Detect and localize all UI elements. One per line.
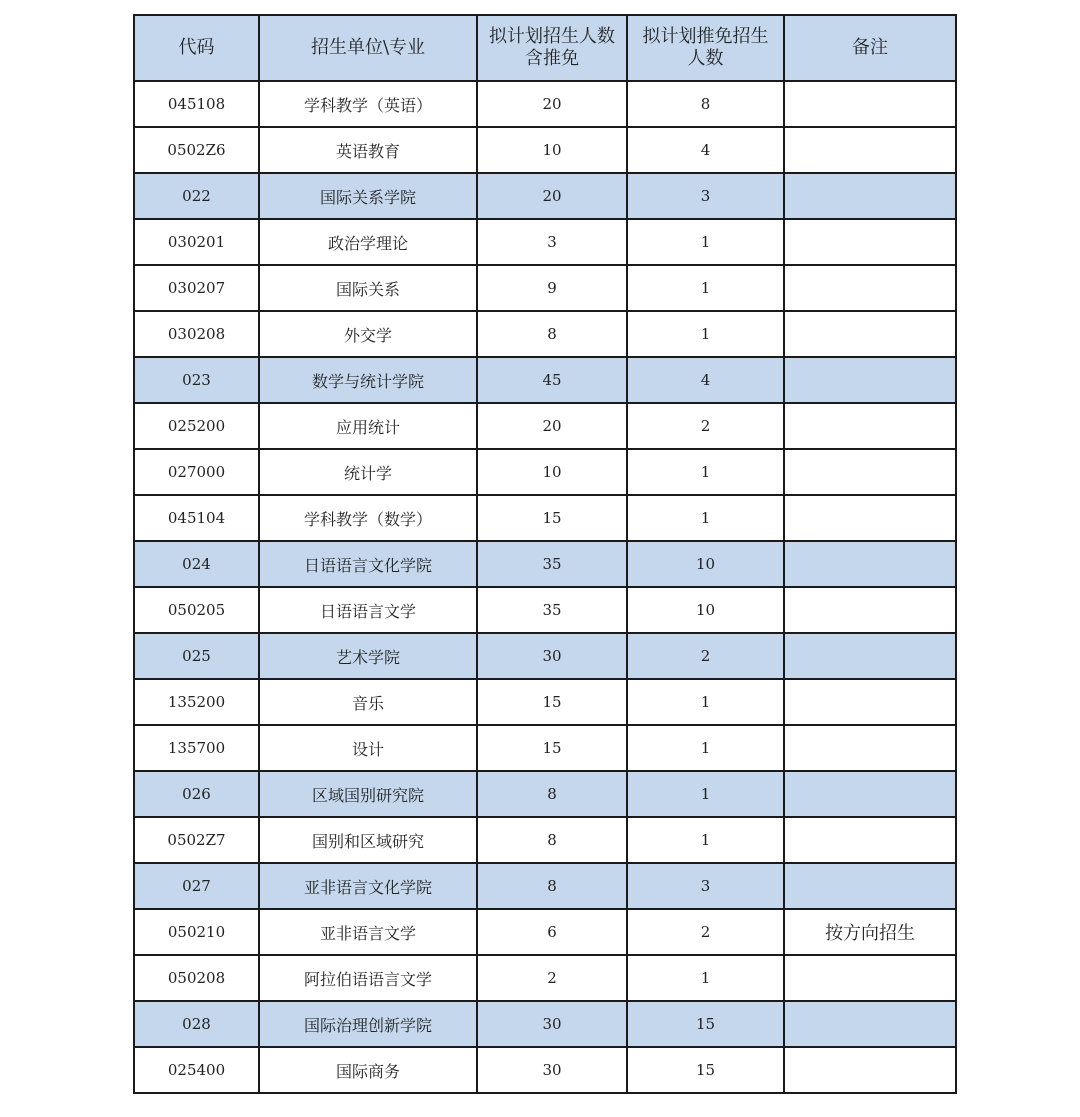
major-row bbox=[134, 495, 956, 541]
name-cell: 统计学 bbox=[259, 449, 477, 495]
planned-exempt-cell: 4 bbox=[627, 357, 784, 403]
major-row bbox=[134, 817, 956, 863]
name-cell: 国际关系 bbox=[259, 265, 477, 311]
header-unit-major: 招生单位\专业 bbox=[259, 15, 477, 81]
planned-exempt-cell: 1 bbox=[627, 817, 784, 863]
remark-cell bbox=[784, 403, 956, 449]
remark-cell bbox=[784, 311, 956, 357]
planned-total-cell: 8 bbox=[477, 817, 627, 863]
major-row bbox=[134, 449, 956, 495]
unit-row bbox=[134, 1001, 956, 1047]
header-planned-total-line1: 拟计划招生人数 bbox=[489, 26, 615, 47]
planned-total-cell: 30 bbox=[477, 633, 627, 679]
name-cell: 区域国别研究院 bbox=[259, 771, 477, 817]
planned-exempt-cell: 15 bbox=[627, 1047, 784, 1093]
header-planned-exempt-line1: 拟计划推免招生 bbox=[642, 26, 769, 47]
name-cell: 阿拉伯语语言文学 bbox=[259, 955, 477, 1001]
name-cell: 亚非语言文化学院 bbox=[259, 863, 477, 909]
unit-row bbox=[134, 357, 956, 403]
planned-total-cell: 30 bbox=[477, 1001, 627, 1047]
unit-row bbox=[134, 173, 956, 219]
code-cell: 027 bbox=[134, 863, 259, 909]
code-cell: 135200 bbox=[134, 679, 259, 725]
major-row bbox=[134, 265, 956, 311]
remark-cell bbox=[784, 863, 956, 909]
major-row bbox=[134, 725, 956, 771]
header-planned-exempt-line2: 人数 bbox=[687, 48, 724, 69]
remark-cell bbox=[784, 817, 956, 863]
name-cell: 设计 bbox=[259, 725, 477, 771]
remark-cell bbox=[784, 725, 956, 771]
unit-row bbox=[134, 771, 956, 817]
planned-total-cell: 6 bbox=[477, 909, 627, 955]
planned-total-cell: 8 bbox=[477, 863, 627, 909]
remark-cell bbox=[784, 1001, 956, 1047]
major-row bbox=[134, 955, 956, 1001]
remark-cell bbox=[784, 587, 956, 633]
remark-cell bbox=[784, 771, 956, 817]
code-cell: 028 bbox=[134, 1001, 259, 1047]
code-cell: 0502Z6 bbox=[134, 127, 259, 173]
name-cell: 学科教学（数学） bbox=[259, 495, 477, 541]
planned-total-cell: 45 bbox=[477, 357, 627, 403]
name-cell: 学科教学（英语） bbox=[259, 81, 477, 127]
code-cell: 050208 bbox=[134, 955, 259, 1001]
planned-total-cell: 30 bbox=[477, 1047, 627, 1093]
code-cell: 030201 bbox=[134, 219, 259, 265]
header-remarks: 备注 bbox=[784, 15, 956, 81]
planned-exempt-cell: 2 bbox=[627, 909, 784, 955]
code-cell: 026 bbox=[134, 771, 259, 817]
remark-cell bbox=[784, 955, 956, 1001]
planned-exempt-cell: 4 bbox=[627, 127, 784, 173]
planned-exempt-cell: 10 bbox=[627, 587, 784, 633]
code-cell: 050205 bbox=[134, 587, 259, 633]
name-cell: 英语教育 bbox=[259, 127, 477, 173]
name-cell: 政治学理论 bbox=[259, 219, 477, 265]
major-row bbox=[134, 1047, 956, 1093]
major-row bbox=[134, 909, 956, 955]
code-cell: 025 bbox=[134, 633, 259, 679]
planned-total-cell: 8 bbox=[477, 311, 627, 357]
name-cell: 国际商务 bbox=[259, 1047, 477, 1093]
planned-exempt-cell: 15 bbox=[627, 1001, 784, 1047]
code-cell: 022 bbox=[134, 173, 259, 219]
planned-total-cell: 15 bbox=[477, 495, 627, 541]
planned-total-cell: 10 bbox=[477, 449, 627, 495]
code-cell: 050210 bbox=[134, 909, 259, 955]
planned-exempt-cell: 1 bbox=[627, 679, 784, 725]
planned-total-cell: 15 bbox=[477, 679, 627, 725]
planned-total-cell: 3 bbox=[477, 219, 627, 265]
planned-exempt-cell: 3 bbox=[627, 173, 784, 219]
planned-exempt-cell: 1 bbox=[627, 311, 784, 357]
remark-cell: 按方向招生 bbox=[784, 909, 956, 955]
name-cell: 日语语言文化学院 bbox=[259, 541, 477, 587]
name-cell: 应用统计 bbox=[259, 403, 477, 449]
table-body bbox=[134, 81, 956, 1093]
code-cell: 027000 bbox=[134, 449, 259, 495]
name-cell: 国际治理创新学院 bbox=[259, 1001, 477, 1047]
code-cell: 024 bbox=[134, 541, 259, 587]
planned-total-cell: 20 bbox=[477, 81, 627, 127]
remark-cell bbox=[784, 541, 956, 587]
planned-total-cell: 10 bbox=[477, 127, 627, 173]
header-code: 代码 bbox=[134, 15, 259, 81]
planned-total-cell: 8 bbox=[477, 771, 627, 817]
major-row bbox=[134, 219, 956, 265]
name-cell: 国别和区域研究 bbox=[259, 817, 477, 863]
planned-exempt-cell: 1 bbox=[627, 265, 784, 311]
table-header bbox=[134, 15, 956, 81]
code-cell: 023 bbox=[134, 357, 259, 403]
name-cell: 国际关系学院 bbox=[259, 173, 477, 219]
remark-cell bbox=[784, 633, 956, 679]
major-row bbox=[134, 403, 956, 449]
remark-cell bbox=[784, 127, 956, 173]
remark-cell bbox=[784, 449, 956, 495]
major-row bbox=[134, 81, 956, 127]
header-planned-total-line2: 含推免 bbox=[525, 48, 579, 69]
name-cell: 艺术学院 bbox=[259, 633, 477, 679]
planned-exempt-cell: 1 bbox=[627, 219, 784, 265]
planned-total-cell: 20 bbox=[477, 403, 627, 449]
code-cell: 030207 bbox=[134, 265, 259, 311]
code-cell: 030208 bbox=[134, 311, 259, 357]
name-cell: 亚非语言文学 bbox=[259, 909, 477, 955]
planned-exempt-cell: 1 bbox=[627, 771, 784, 817]
planned-total-cell: 9 bbox=[477, 265, 627, 311]
unit-row bbox=[134, 633, 956, 679]
planned-total-cell: 2 bbox=[477, 955, 627, 1001]
major-row bbox=[134, 311, 956, 357]
name-cell: 音乐 bbox=[259, 679, 477, 725]
header-planned-exempt bbox=[627, 15, 784, 81]
planned-exempt-cell: 8 bbox=[627, 81, 784, 127]
planned-total-cell: 20 bbox=[477, 173, 627, 219]
name-cell: 日语语言文学 bbox=[259, 587, 477, 633]
planned-exempt-cell: 2 bbox=[627, 633, 784, 679]
unit-row bbox=[134, 863, 956, 909]
code-cell: 135700 bbox=[134, 725, 259, 771]
remark-cell bbox=[784, 81, 956, 127]
major-row bbox=[134, 127, 956, 173]
major-row bbox=[134, 679, 956, 725]
remark-cell bbox=[784, 495, 956, 541]
planned-total-cell: 35 bbox=[477, 541, 627, 587]
planned-exempt-cell: 10 bbox=[627, 541, 784, 587]
planned-exempt-cell: 1 bbox=[627, 725, 784, 771]
admission-plan-table bbox=[133, 14, 957, 1094]
code-cell: 025200 bbox=[134, 403, 259, 449]
code-cell: 045104 bbox=[134, 495, 259, 541]
header-planned-total bbox=[477, 15, 627, 81]
name-cell: 外交学 bbox=[259, 311, 477, 357]
planned-exempt-cell: 1 bbox=[627, 449, 784, 495]
planned-exempt-cell: 1 bbox=[627, 955, 784, 1001]
planned-total-cell: 35 bbox=[477, 587, 627, 633]
remark-cell bbox=[784, 357, 956, 403]
planned-exempt-cell: 2 bbox=[627, 403, 784, 449]
code-cell: 025400 bbox=[134, 1047, 259, 1093]
remark-cell bbox=[784, 173, 956, 219]
remark-cell bbox=[784, 679, 956, 725]
planned-exempt-cell: 1 bbox=[627, 495, 784, 541]
unit-row bbox=[134, 541, 956, 587]
remark-cell bbox=[784, 1047, 956, 1093]
header-row bbox=[134, 15, 956, 81]
remark-cell bbox=[784, 265, 956, 311]
planned-total-cell: 15 bbox=[477, 725, 627, 771]
code-cell: 045108 bbox=[134, 81, 259, 127]
planned-exempt-cell: 3 bbox=[627, 863, 784, 909]
major-row bbox=[134, 587, 956, 633]
code-cell: 0502Z7 bbox=[134, 817, 259, 863]
remark-cell bbox=[784, 219, 956, 265]
name-cell: 数学与统计学院 bbox=[259, 357, 477, 403]
